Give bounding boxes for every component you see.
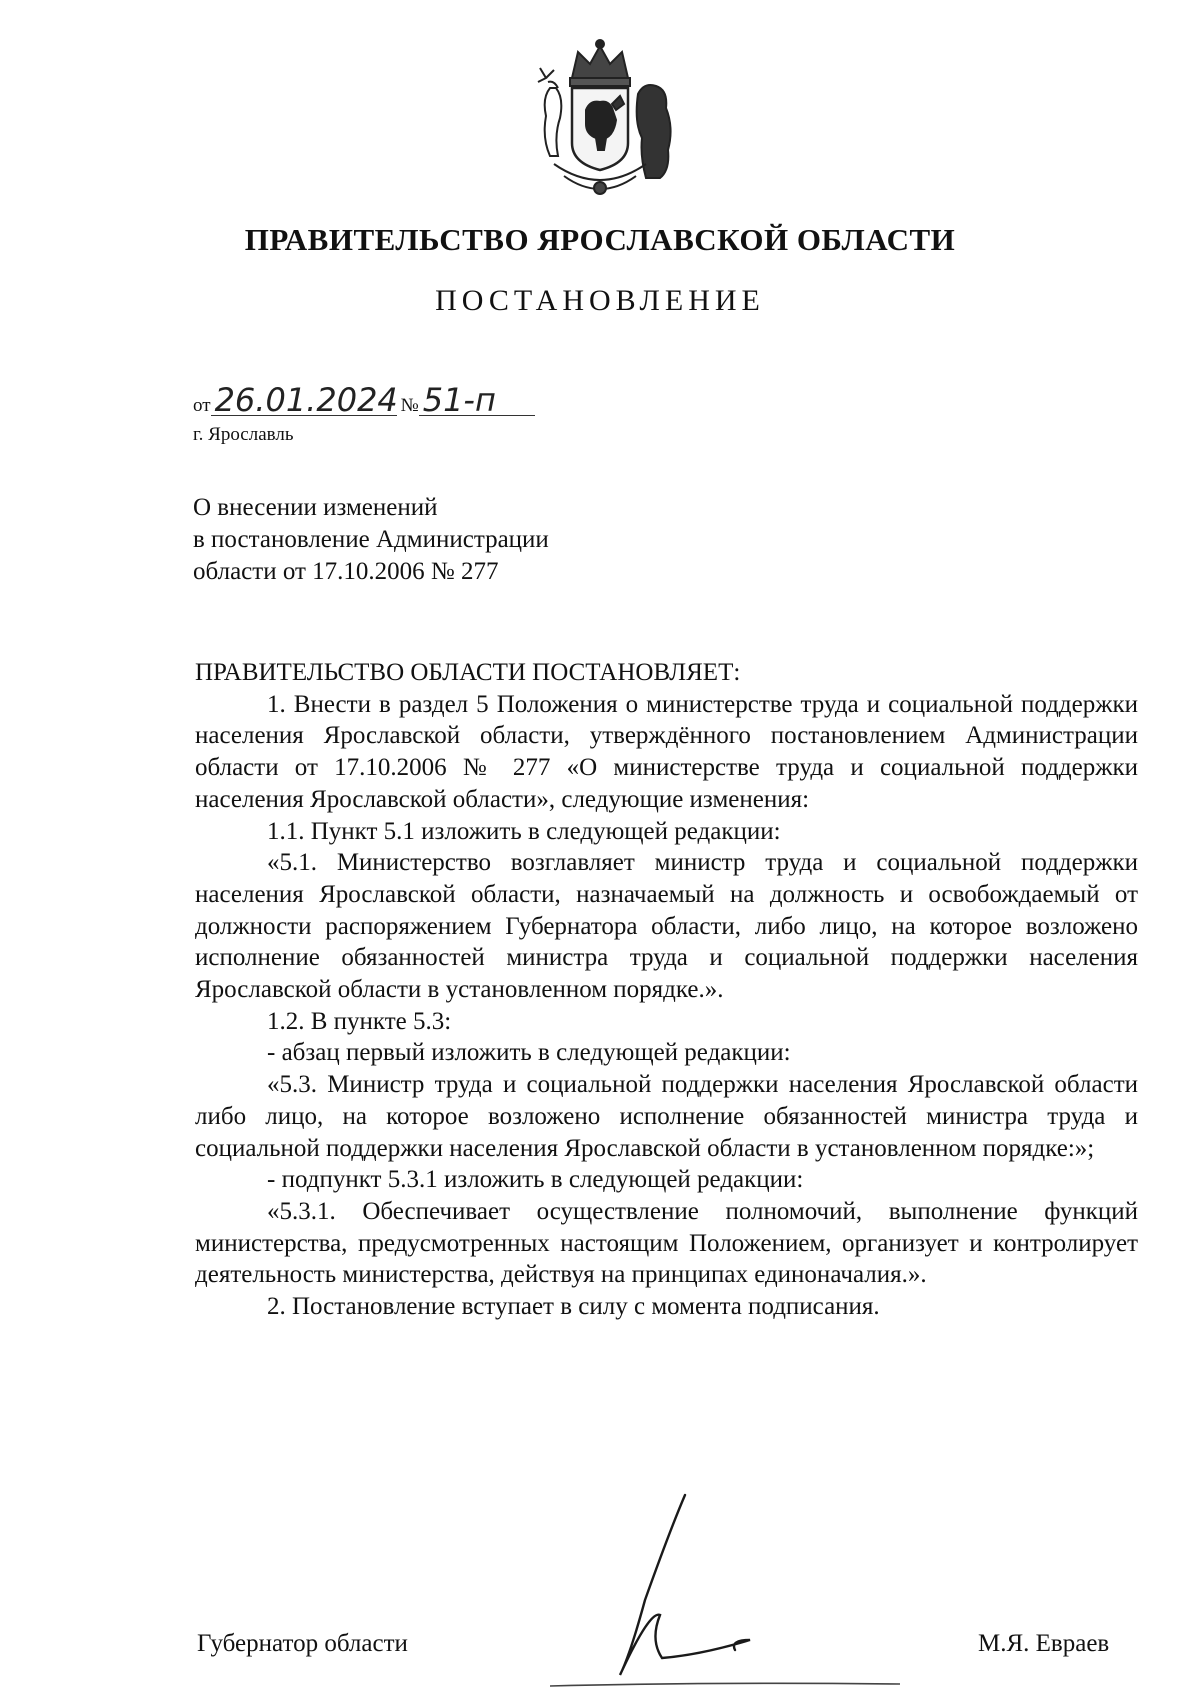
paragraph: 1.2. В пункте 5.3: — [267, 1007, 452, 1035]
document-date: 26.01.2024 — [211, 385, 397, 416]
paragraph: 1. Внести в раздел 5 Положения о министерстве труда и социальной поддержки населения Ярославской области, утверждённого постановлением Администрации области от 17.10.2006 № 277 «О министерстве труда и социальной поддержки населения Ярославской области», следующие изменения: — [195, 690, 1138, 813]
paragraph: 1.1. Пункт 5.1 изложить в следующей редакции: — [267, 817, 781, 845]
paragraph: «5.1. Министерство возглавляет министр труда и социальной поддержки населения Ярославской области, назначаемый на должность и освобождаемый от должности распоряжением Губернатора области, либо лицо, на которое возложено исполнение обязанностей министра труда и социальной поддержки населения Ярославской области в установленном порядке.». — [195, 849, 1138, 1004]
subject-line: О внесении изменений — [193, 494, 438, 521]
document-type-heading: ПОСТАНОВЛЕНИЕ — [435, 284, 765, 317]
document-meta — [193, 381, 535, 419]
paragraph: - абзац первый изложить в следующей редакции: — [267, 1039, 791, 1067]
subject-line: области от 17.10.2006 № 277 — [193, 558, 499, 585]
paragraph: «5.3.1. Обеспечивает осуществление полномочий, выполнение функций министерства, предусмотренных настоящим Положением, организует и контролирует деятельность министерства, действуя на принципах единоначалия.». — [195, 1197, 1138, 1289]
issuing-city: г. Ярославль — [193, 424, 294, 445]
document-subject — [193, 492, 549, 588]
subject-line: в постановление Администрации — [193, 526, 549, 553]
signatory-role: Губернатор области — [197, 1630, 408, 1657]
paragraph: - подпункт 5.3.1 изложить в следующей редакции: — [267, 1166, 804, 1194]
paragraph: 2. Постановление вступает в силу с момента подписания. — [267, 1293, 880, 1321]
signatory-name: М.Я. Евраев — [978, 1630, 1110, 1657]
document-number: 51-п — [419, 385, 535, 416]
coat-of-arms-icon — [520, 38, 680, 203]
preamble: ПРАВИТЕЛЬСТВО ОБЛАСТИ ПОСТАНОВЛЯЕТ: — [195, 659, 741, 686]
handwritten-signature-icon — [550, 1490, 960, 1690]
date-prefix: от — [193, 395, 211, 416]
resolution-body — [195, 657, 1138, 1323]
organization-title: ПРАВИТЕЛЬСТВО ЯРОСЛАВСКОЙ ОБЛАСТИ — [244, 222, 956, 257]
paragraph: «5.3. Министр труда и социальной поддержки населения Ярославской области либо лицо, на которое возложено исполнение обязанностей министра труда и социальной поддержки населения Ярославской области в установленном порядке:»; — [195, 1071, 1138, 1162]
number-prefix: № — [400, 395, 419, 416]
